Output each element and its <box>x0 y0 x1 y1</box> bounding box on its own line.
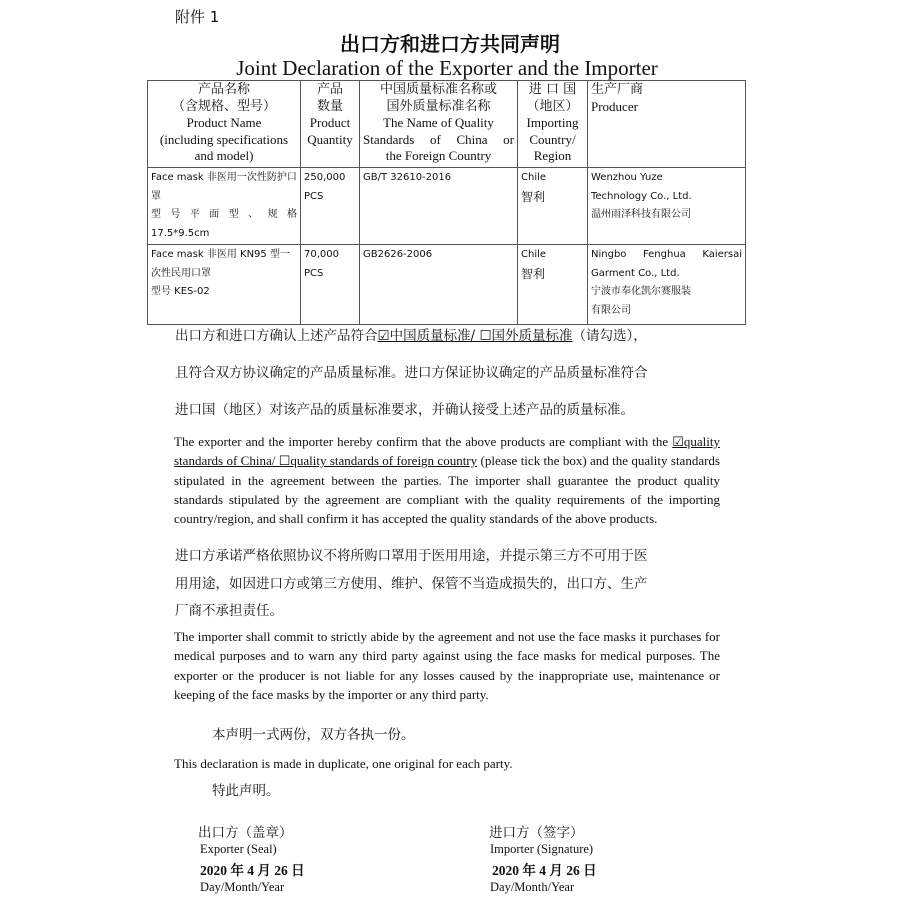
commitment-cn-line1: 进口方承诺严格依照协议不将所购口罩用于医用用途，并提示第三方不可用于医 <box>175 548 648 564</box>
header-quality-standard: 中国质量标准名称或 国外质量标准名称 The Name of Quality Standards of China or the Foreign Country <box>360 81 518 168</box>
header-product-name: 产品名称 （含规格、型号） Product Name (including specifications and model) <box>148 81 301 168</box>
table-row <box>148 168 746 245</box>
cell-importing-country: Chile 智利 <box>518 245 588 325</box>
confirmation-cn-line3: 进口国（地区）对该产品的质量标准要求，并确认接受上述产品的质量标准。 <box>175 402 634 418</box>
duplicate-statement-cn: 本声明一式两份，双方各执一份。 <box>212 727 415 743</box>
commitment-en: The importer shall commit to strictly abide by the agreement and not use the face masks it purchases for medical purposes and to warn any third party against using the face masks for medical purposes. The exporter or the producer is not liable for any losses caused by the inappropriate use, maintenance or keeping of the face masks by the importer or any third party. <box>174 629 720 702</box>
hereby-declare-cn: 特此声明。 <box>212 783 280 799</box>
attachment-label: 附件 1 <box>175 8 220 26</box>
importer-signature-label-en: Importer (Signature) <box>490 842 594 856</box>
cell-quantity: 250,000 PCS <box>301 168 360 245</box>
confirmation-cn-line1: 出口方和进口方确认上述产品符合☑中国质量标准/ ☐国外质量标准（请勾选）， <box>175 328 647 344</box>
title-english: Joint Declaration of the Exporter and the Importer <box>236 56 658 80</box>
cell-importing-country: Chile 智利 <box>518 168 588 245</box>
standard-checkbox-choice-en: ☑quality standards of China/ ☐quality standards of foreign country <box>174 434 720 469</box>
cell-quality-standard: GB/T 32610-2016 <box>360 168 518 245</box>
product-table <box>147 80 746 325</box>
importer-date-format: Day/Month/Year <box>490 880 575 894</box>
table-row <box>148 245 746 325</box>
exporter-seal-label-en: Exporter (Seal) <box>200 842 277 856</box>
confirmation-en: The exporter and the importer hereby confirm that the above products are compliant with the ☑quality standards of China/ ☐quality standards of foreign country (please tick the box) and the quality standards stipulated in the agreement between the parties. The importer shall guarantee the product quality standards stipulated by the agreement are compliant with the quality requirements of the importing country/region, and shall confirm it has accepted the quality standards of the above products. <box>174 434 720 527</box>
importer-signature-label: 进口方（签字） <box>489 825 584 841</box>
importer-date: 2020 年 4 月 26 日 <box>492 863 597 878</box>
cell-producer: Ningbo Fenghua Kaiersai Garment Co., Ltd. 宁波市奉化凯尔赛服装 有限公司 <box>588 245 746 325</box>
header-quantity: 产品 数量 Product Quantity <box>301 81 360 168</box>
cell-quality-standard: GB2626-2006 <box>360 245 518 325</box>
header-producer: 生产厂商 Producer <box>588 81 746 168</box>
cell-producer: Wenzhou Yuze Technology Co., Ltd. 温州雨泽科技有限公司 <box>588 168 746 245</box>
cell-quantity: 70,000 PCS <box>301 245 360 325</box>
standard-checkbox-choice: ☑中国质量标准/ ☐国外质量标准 <box>377 328 573 344</box>
exporter-date-format: Day/Month/Year <box>200 880 285 894</box>
header-importing-country: 进 口 国 （地区） Importing Country/ Region <box>518 81 588 168</box>
confirmation-cn-line2: 且符合双方协议确定的产品质量标准。进口方保证协议确定的产品质量标准符合 <box>175 365 648 381</box>
title-chinese: 出口方和进口方共同声明 <box>340 32 560 56</box>
duplicate-statement-en: This declaration is made in duplicate, one original for each party. <box>174 756 513 771</box>
commitment-cn-line3: 厂商不承担责任。 <box>175 603 283 619</box>
table-header-row <box>148 81 746 168</box>
cell-product-name: Face mask 非医用 KN95 型一次性民用口罩 型号 KES-02 <box>148 245 301 325</box>
cell-product-name: Face mask 非医用一次性防护口罩 型号平面型、规格 17.5*9.5cm <box>148 168 301 245</box>
exporter-seal-label: 出口方（盖章） <box>198 825 293 841</box>
exporter-date: 2020 年 4 月 26 日 <box>200 863 305 878</box>
commitment-cn-line2: 用用途，如因进口方或第三方使用、维护、保管不当造成损失的，出口方、生产 <box>175 576 648 592</box>
